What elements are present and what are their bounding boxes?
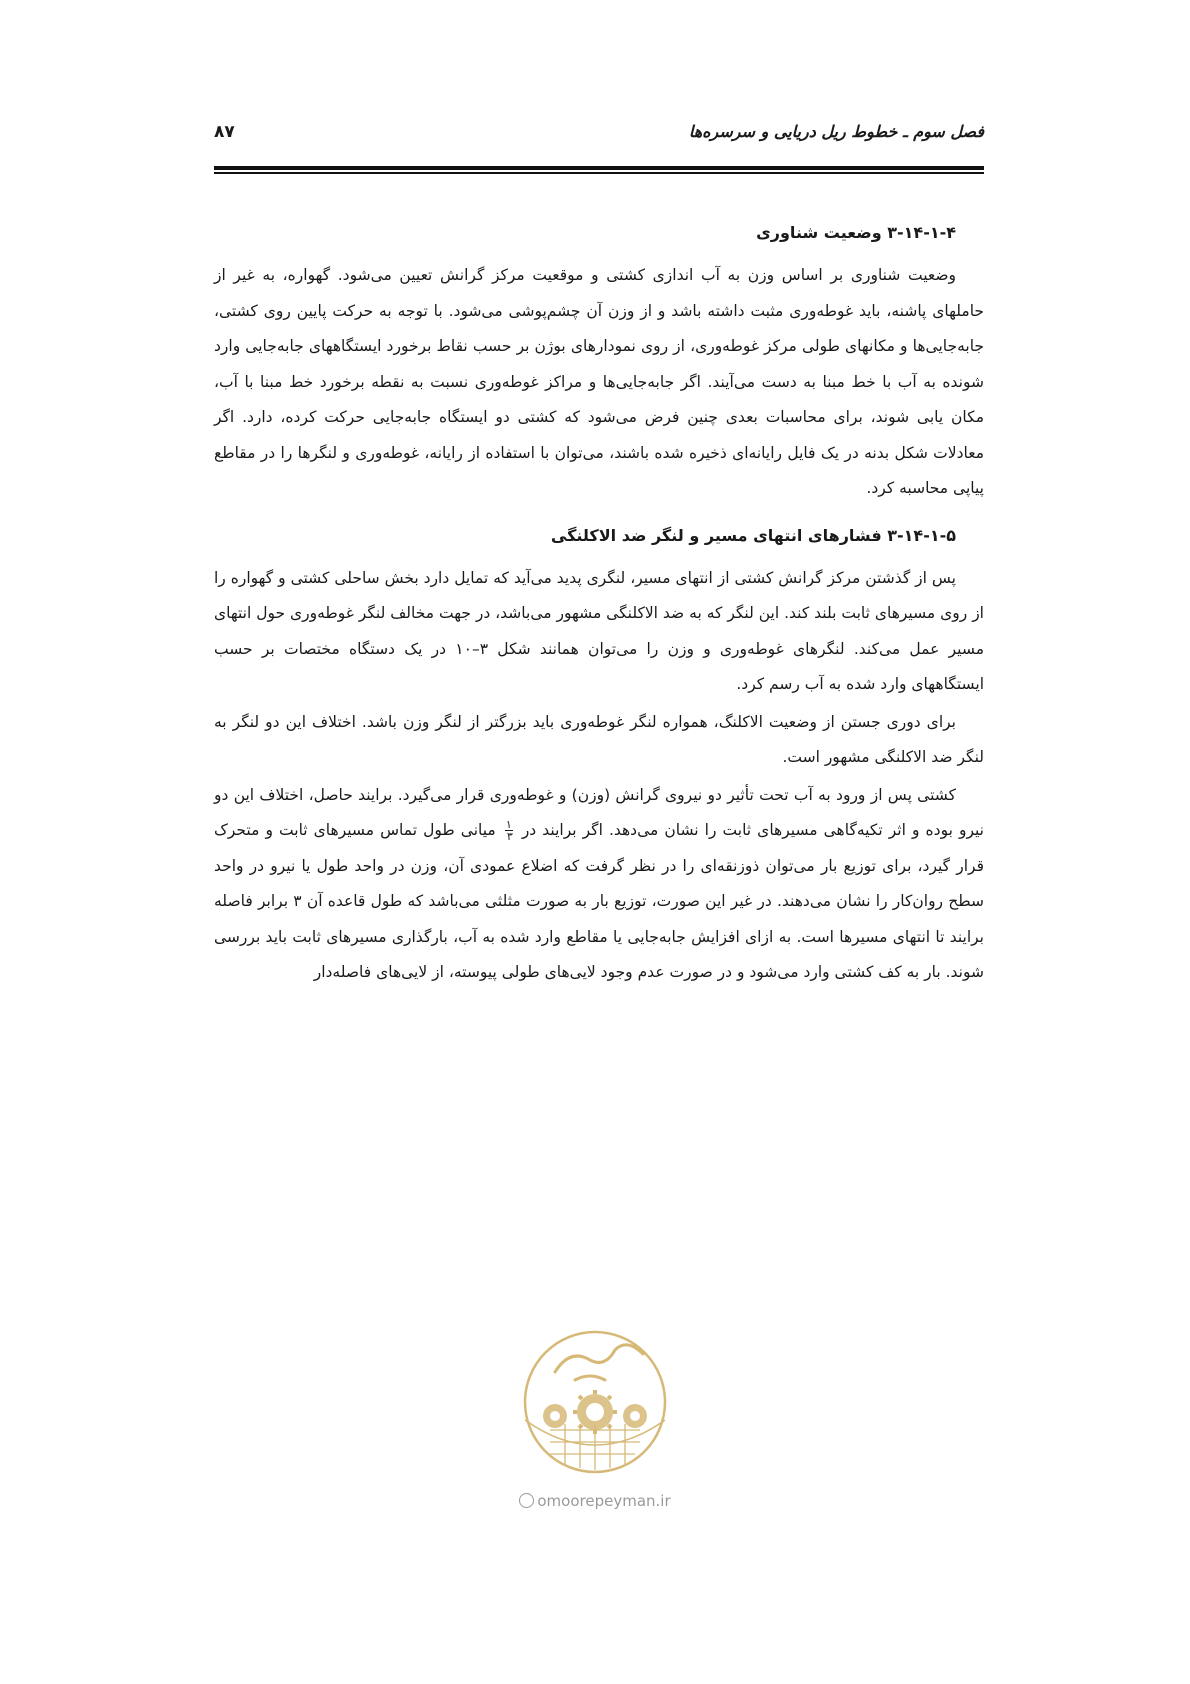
section-heading-end-pressure: ۳-۱۴-۱-۵ فشارهای انتهای مسیر و لنگر ضد الاکلنگی [550,525,956,545]
page-number: ۸۷ [214,122,235,142]
header-rule-thick [214,166,984,170]
watermark-logo [495,1320,695,1480]
one-third-fraction [505,819,513,842]
paragraph-floating-condition: وضعیت شناوری بر اساس وزن به آب اندازی کشتی و موقعیت مرکز گرانش تعیین می‌شود. گهواره، به غیر از حاملهای پاشنه، باید غوطه‌وری مثبت داشته باشد و از وزن آن چشم‌پوشی می‌شود. با توجه به حرکت پایین روی کشتی، جابه‌جایی‌ها و مکانهای طولی مرکز غوطه‌وری، از روی نمودارهای بوژن بر حسب نقاط برخورد ایستگاههای جابه‌جایی وارد شونده به آب با خط مبنا به دست می‌آیند. اگر جابه‌جایی‌ها و مراکز غوطه‌وری نسبت به نقطه برخورد خط مبنا با آب، مکان یابی شوند، برای محاسبات بعدی چنین فرض می‌شود که کشتی دو ایستگاه جابه‌جایی حرکت کرده، دارد. اگر معادلات شکل بدنه در یک فایل رایانه‌ای ذخیره شده باشند، می‌توان با استفاده از رایانه، غوطه‌وری و لنگرها را در مقاطع پیاپی محاسبه کرد. [214,266,984,497]
watermark-url [0,1492,1190,1510]
header-rule-thin [214,172,984,174]
section-heading-floating-condition: ۳-۱۴-۱-۴ وضعیت شناوری [756,223,956,242]
running-header [214,122,984,158]
watermark-url-text: omoorepeyman.ir [537,1492,671,1510]
paragraph-text-before-fraction: کشتی پس از ورود به آب تحت تأثیر دو نیروی گرانش (وزن) و غوطه‌وری قرار می‌گیرد. برایند حاصل، اختلاف این دو نیرو بوده و اثر تکیه‌گاهی مسیرهای ثابت را نشان می‌دهد. اگر برایند در [214,785,984,839]
paragraph-load-distribution [214,778,984,991]
fraction-numerator: ۱ [505,818,512,831]
globe-icon [519,1493,534,1508]
chapter-title: فصل سوم ـ خطوط ریل دریایی و سرسره‌ها [688,122,984,141]
paragraph-text-after-fraction: میانی طول تماس مسیرهای ثابت و متحرک قرار گیرد، برای توزیع بار می‌توان ذوزنقه‌ای را در نظر گرفت که اضلاع عمودی آن، وزن در واحد طول یا نیرو در واحد سطح روان‌کار را نشان می‌دهند. در غیر این صورت، توزیع بار به صورت مثلثی می‌باشد که طول قاعده آن ۳ برابر فاصله برایند تا انتهای مسیرها است. به ازای افزایش جابه‌جایی یا مقاطع وارد شده به آب، بارگذاری مسیرهای ثابت باید بررسی شوند. بار به کف کشتی وارد می‌شود و در صورت عدم وجود لایی‌های طولی پیوسته، از لایی‌های فاصله‌دار [214,821,984,981]
fraction-denominator: ۳ [506,830,513,843]
paragraph-anti-tipping-moment: پس از گذشتن مرکز گرانش کشتی از انتهای مسیر، لنگری پدید می‌آید که تمایل دارد بخش ساحلی کشتی و گهواره را از روی مسیرهای ثابت بلند کند. این لنگر که به ضد الاکلنگی مشهور می‌باشد، در جهت مخالف لنگر غوطه‌وری حول انتهای مسیر عمل می‌کند. لنگرهای غوطه‌وری و وزن را می‌توان همانند شکل ۳–۱۰ در یک دستگاه مختصات بر حسب ایستگاههای وارد شده به آب رسم کرد. [214,568,984,693]
watermark-emblem-icon [495,1320,695,1480]
paragraph-avoid-tipping: برای دوری جستن از وضعیت الاکلنگ، همواره لنگر غوطه‌وری باید بزرگتر از لنگر وزن باشد. اختلاف این دو لنگر به لنگر ضد الاکلنگی مشهور است. [214,712,984,766]
main-content [214,218,984,991]
